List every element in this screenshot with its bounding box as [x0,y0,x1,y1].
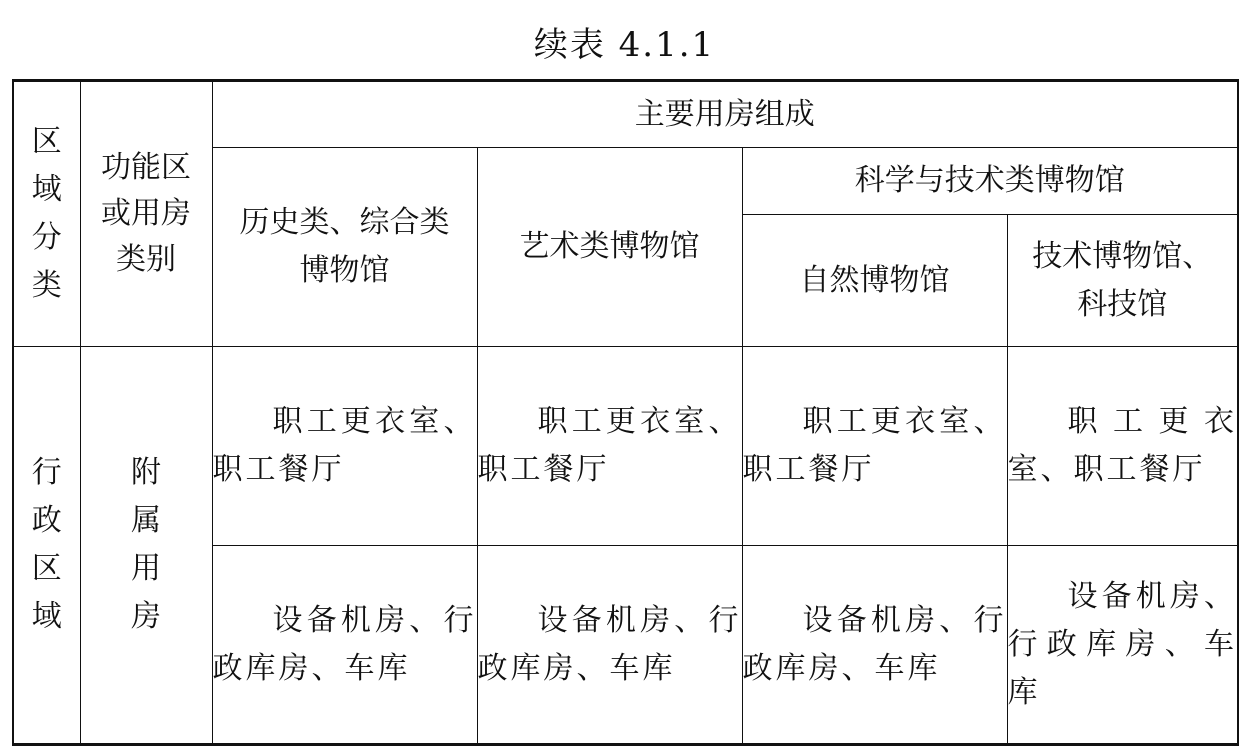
cell-art-staff: 职工更衣室、职工餐厅 [477,347,742,546]
header-main-composition: 主要用房组成 [212,81,1238,148]
header-tech-museum: 技术博物馆、 科技馆 [1007,215,1238,347]
region-cell: 行政区域 [13,347,80,745]
header-natural-museum: 自然博物馆 [742,215,1007,347]
header-region-category: 区域分类 [13,81,80,347]
cell-tech-equipment: 设备机房、行政库房、车库 [1007,546,1238,745]
header-row-1 [13,81,1238,148]
header-science-tech: 科学与技术类博物馆 [742,148,1238,215]
header-history-general: 历史类、综合类 博物馆 [212,148,477,347]
room-composition-table [12,79,1239,746]
cell-tech-staff: 职工更衣室、职工餐厅 [1007,347,1238,546]
table-row [13,347,1238,546]
cell-history-staff: 职工更衣室、职工餐厅 [212,347,477,546]
function-cell: 附属用房 [80,347,212,745]
header-function-category: 功能区或用房类别 [80,81,212,347]
cell-natural-staff: 职工更衣室、职工餐厅 [742,347,1007,546]
cell-history-equipment: 设备机房、行政库房、车库 [212,546,477,745]
header-art-museum: 艺术类博物馆 [477,148,742,347]
table-caption: 续表 4.1.1 [533,25,716,65]
cell-art-equipment: 设备机房、行政库房、车库 [477,546,742,745]
cell-natural-equipment: 设备机房、行政库房、车库 [742,546,1007,745]
